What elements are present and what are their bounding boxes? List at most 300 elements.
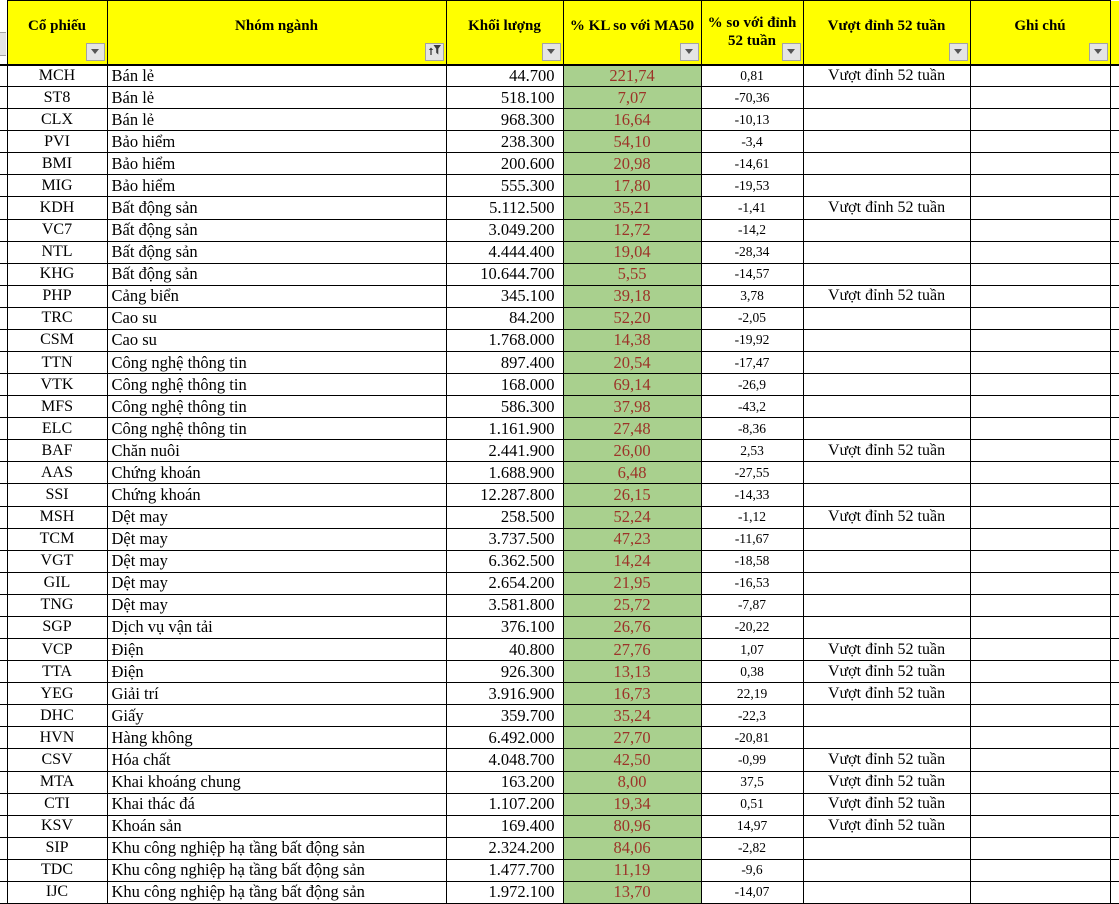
ticker-cell[interactable]: CLX bbox=[7, 109, 107, 131]
note-cell[interactable] bbox=[970, 263, 1110, 285]
breakout-cell[interactable] bbox=[803, 572, 970, 594]
industry-cell[interactable]: Bảo hiểm bbox=[107, 131, 446, 153]
vol-vs-ma50-cell[interactable]: 25,72 bbox=[563, 594, 701, 616]
pct-vs-peak-cell[interactable]: -1,12 bbox=[701, 506, 803, 528]
vol-vs-ma50-filter-button[interactable] bbox=[680, 43, 699, 61]
pct-vs-peak-cell[interactable]: -14,57 bbox=[701, 263, 803, 285]
industry-cell[interactable]: Dệt may bbox=[107, 594, 446, 616]
note-cell[interactable] bbox=[970, 418, 1110, 440]
ticker-cell[interactable]: PHP bbox=[7, 285, 107, 307]
note-cell[interactable] bbox=[970, 639, 1110, 661]
breakout-cell[interactable]: Vượt đỉnh 52 tuần bbox=[803, 285, 970, 307]
industry-cell[interactable]: Khai khoáng chung bbox=[107, 771, 446, 793]
volume-cell[interactable]: 555.300 bbox=[446, 175, 563, 197]
vol-vs-ma50-cell[interactable]: 37,98 bbox=[563, 396, 701, 418]
breakout-cell[interactable]: Vượt đỉnh 52 tuần bbox=[803, 639, 970, 661]
ticker-cell[interactable]: ELC bbox=[7, 418, 107, 440]
breakout-cell[interactable] bbox=[803, 837, 970, 859]
ticker-cell[interactable]: TNG bbox=[7, 594, 107, 616]
pct-vs-peak-cell[interactable]: 1,07 bbox=[701, 639, 803, 661]
ticker-cell[interactable]: SIP bbox=[7, 837, 107, 859]
volume-cell[interactable]: 44.700 bbox=[446, 65, 563, 87]
note-cell[interactable] bbox=[970, 65, 1110, 87]
ticker-cell[interactable]: GIL bbox=[7, 572, 107, 594]
header-pct-vs-peak[interactable] bbox=[701, 1, 803, 65]
ticker-cell[interactable]: MSH bbox=[7, 506, 107, 528]
row-edge-cell bbox=[0, 683, 7, 705]
industry-cell[interactable]: Giải trí bbox=[107, 683, 446, 705]
industry-cell[interactable]: Cao su bbox=[107, 307, 446, 329]
table-row bbox=[0, 837, 1119, 859]
ticker-cell[interactable]: BAF bbox=[7, 440, 107, 462]
vol-vs-ma50-cell[interactable]: 20,54 bbox=[563, 352, 701, 374]
vol-vs-ma50-cell[interactable]: 14,24 bbox=[563, 550, 701, 572]
volume-cell[interactable]: 168.000 bbox=[446, 374, 563, 396]
row-edge-cell bbox=[0, 484, 7, 506]
note-cell[interactable] bbox=[970, 307, 1110, 329]
industry-cell[interactable]: Bảo hiểm bbox=[107, 175, 446, 197]
row-filler-cell bbox=[1110, 837, 1119, 859]
note-cell[interactable] bbox=[970, 131, 1110, 153]
industry-cell[interactable]: Bán lẻ bbox=[107, 109, 446, 131]
industry-cell[interactable]: Công nghệ thông tin bbox=[107, 418, 446, 440]
pct-vs-peak-cell[interactable]: -1,41 bbox=[701, 197, 803, 219]
breakout-cell[interactable] bbox=[803, 550, 970, 572]
ticker-cell[interactable]: MFS bbox=[7, 396, 107, 418]
note-cell[interactable] bbox=[970, 837, 1110, 859]
volume-cell[interactable]: 4.444.400 bbox=[446, 241, 563, 263]
industry-cell[interactable]: Điện bbox=[107, 639, 446, 661]
industry-cell[interactable]: Chứng khoán bbox=[107, 462, 446, 484]
table-row bbox=[0, 153, 1119, 175]
row-filler-cell bbox=[1110, 815, 1119, 837]
industry-cell[interactable]: Bảo hiểm bbox=[107, 153, 446, 175]
table-row bbox=[0, 396, 1119, 418]
ticker-cell[interactable]: BMI bbox=[7, 153, 107, 175]
industry-cell[interactable]: Bán lẻ bbox=[107, 65, 446, 87]
ticker-cell[interactable]: TRC bbox=[7, 307, 107, 329]
vol-vs-ma50-cell[interactable]: 35,21 bbox=[563, 197, 701, 219]
industry-cell[interactable]: Khoán sản bbox=[107, 815, 446, 837]
vol-vs-ma50-cell[interactable]: 84,06 bbox=[563, 837, 701, 859]
breakout-cell[interactable] bbox=[803, 396, 970, 418]
breakout-cell[interactable]: Vượt đỉnh 52 tuần bbox=[803, 661, 970, 683]
row-edge-cell bbox=[0, 153, 7, 175]
ticker-cell[interactable]: CSV bbox=[7, 749, 107, 771]
vol-vs-ma50-cell[interactable]: 17,80 bbox=[563, 175, 701, 197]
pct-vs-peak-cell[interactable]: -14,61 bbox=[701, 153, 803, 175]
industry-cell[interactable]: Khu công nghiệp hạ tầng bất động sản bbox=[107, 881, 446, 903]
volume-cell[interactable]: 586.300 bbox=[446, 396, 563, 418]
breakout-cell[interactable] bbox=[803, 153, 970, 175]
volume-cell[interactable]: 3.581.800 bbox=[446, 594, 563, 616]
industry-cell[interactable]: Bất động sản bbox=[107, 241, 446, 263]
volume-cell[interactable]: 1.972.100 bbox=[446, 881, 563, 903]
note-cell[interactable] bbox=[970, 440, 1110, 462]
header-note-label: Ghi chú bbox=[1014, 17, 1066, 34]
vol-vs-ma50-cell[interactable]: 13,70 bbox=[563, 881, 701, 903]
volume-cell[interactable]: 1.107.200 bbox=[446, 793, 563, 815]
note-cell[interactable] bbox=[970, 594, 1110, 616]
row-filler-cell bbox=[1110, 683, 1119, 705]
pct-vs-peak-cell[interactable]: 0,38 bbox=[701, 661, 803, 683]
vol-vs-ma50-cell[interactable]: 26,00 bbox=[563, 440, 701, 462]
ticker-cell[interactable]: TTN bbox=[7, 352, 107, 374]
breakout-cell[interactable] bbox=[803, 263, 970, 285]
vol-vs-ma50-cell[interactable]: 16,73 bbox=[563, 683, 701, 705]
breakout-cell[interactable]: Vượt đỉnh 52 tuần bbox=[803, 793, 970, 815]
note-cell[interactable] bbox=[970, 550, 1110, 572]
ticker-cell[interactable]: YEG bbox=[7, 683, 107, 705]
pct-vs-peak-cell[interactable]: -28,34 bbox=[701, 241, 803, 263]
ticker-cell[interactable]: PVI bbox=[7, 131, 107, 153]
industry-cell[interactable]: Giấy bbox=[107, 705, 446, 727]
vol-vs-ma50-cell[interactable]: 13,13 bbox=[563, 661, 701, 683]
ticker-cell[interactable]: KSV bbox=[7, 815, 107, 837]
vol-vs-ma50-cell[interactable]: 5,55 bbox=[563, 263, 701, 285]
note-cell[interactable] bbox=[970, 506, 1110, 528]
note-cell[interactable] bbox=[970, 572, 1110, 594]
volume-cell[interactable]: 169.400 bbox=[446, 815, 563, 837]
industry-cell[interactable]: Chứng khoán bbox=[107, 484, 446, 506]
table-row bbox=[0, 815, 1119, 837]
breakout-filter-button[interactable] bbox=[949, 43, 968, 61]
breakout-cell[interactable] bbox=[803, 594, 970, 616]
table-row bbox=[0, 329, 1119, 351]
breakout-cell[interactable]: Vượt đỉnh 52 tuần bbox=[803, 683, 970, 705]
ticker-cell[interactable]: MCH bbox=[7, 65, 107, 87]
note-cell[interactable] bbox=[970, 352, 1110, 374]
breakout-cell[interactable] bbox=[803, 329, 970, 351]
vol-vs-ma50-cell[interactable]: 42,50 bbox=[563, 749, 701, 771]
industry-cell[interactable]: Cao su bbox=[107, 329, 446, 351]
ticker-filter-button[interactable] bbox=[86, 43, 105, 61]
breakout-cell[interactable]: Vượt đỉnh 52 tuần bbox=[803, 815, 970, 837]
ticker-cell[interactable]: TDC bbox=[7, 859, 107, 881]
industry-cell[interactable]: Dệt may bbox=[107, 506, 446, 528]
pct-vs-peak-cell[interactable]: -14,33 bbox=[701, 484, 803, 506]
ticker-cell[interactable]: KDH bbox=[7, 197, 107, 219]
industry-cell[interactable]: Cảng biển bbox=[107, 285, 446, 307]
pct-vs-peak-filter-button[interactable] bbox=[782, 43, 801, 61]
breakout-cell[interactable] bbox=[803, 87, 970, 109]
volume-filter-button[interactable] bbox=[542, 43, 561, 61]
industry-cell[interactable]: Dệt may bbox=[107, 572, 446, 594]
volume-cell[interactable]: 6.492.000 bbox=[446, 727, 563, 749]
vol-vs-ma50-cell[interactable]: 11,19 bbox=[563, 859, 701, 881]
breakout-cell[interactable] bbox=[803, 175, 970, 197]
ticker-cell[interactable]: VGT bbox=[7, 550, 107, 572]
pct-vs-peak-cell[interactable]: 14,97 bbox=[701, 815, 803, 837]
note-cell[interactable] bbox=[970, 771, 1110, 793]
table-row bbox=[0, 484, 1119, 506]
vol-vs-ma50-cell[interactable]: 52,24 bbox=[563, 506, 701, 528]
pct-vs-peak-cell[interactable]: -19,92 bbox=[701, 329, 803, 351]
volume-cell[interactable]: 926.300 bbox=[446, 661, 563, 683]
pct-vs-peak-cell[interactable]: 22,19 bbox=[701, 683, 803, 705]
industry-cell[interactable]: Dệt may bbox=[107, 550, 446, 572]
industry-cell[interactable]: Công nghệ thông tin bbox=[107, 374, 446, 396]
volume-cell[interactable]: 1.768.000 bbox=[446, 329, 563, 351]
ticker-cell[interactable]: ST8 bbox=[7, 87, 107, 109]
vol-vs-ma50-cell[interactable]: 20,98 bbox=[563, 153, 701, 175]
volume-cell[interactable]: 258.500 bbox=[446, 506, 563, 528]
vol-vs-ma50-cell[interactable]: 27,70 bbox=[563, 727, 701, 749]
ticker-cell[interactable]: DHC bbox=[7, 705, 107, 727]
volume-cell[interactable]: 163.200 bbox=[446, 771, 563, 793]
breakout-cell[interactable] bbox=[803, 705, 970, 727]
header-industry[interactable] bbox=[107, 1, 446, 65]
vol-vs-ma50-cell[interactable]: 14,38 bbox=[563, 329, 701, 351]
breakout-cell[interactable] bbox=[803, 307, 970, 329]
vol-vs-ma50-cell[interactable]: 54,10 bbox=[563, 131, 701, 153]
pct-vs-peak-cell[interactable]: -9,6 bbox=[701, 859, 803, 881]
industry-cell[interactable]: Khai thác đá bbox=[107, 793, 446, 815]
pct-vs-peak-cell[interactable]: -10,13 bbox=[701, 109, 803, 131]
volume-cell[interactable]: 897.400 bbox=[446, 352, 563, 374]
ticker-cell[interactable]: HVN bbox=[7, 727, 107, 749]
volume-cell[interactable]: 238.300 bbox=[446, 131, 563, 153]
note-cell[interactable] bbox=[970, 484, 1110, 506]
breakout-cell[interactable]: Vượt đỉnh 52 tuần bbox=[803, 506, 970, 528]
volume-cell[interactable]: 1.161.900 bbox=[446, 418, 563, 440]
volume-cell[interactable]: 2.441.900 bbox=[446, 440, 563, 462]
ticker-cell[interactable]: CTI bbox=[7, 793, 107, 815]
note-cell[interactable] bbox=[970, 219, 1110, 241]
breakout-cell[interactable] bbox=[803, 616, 970, 638]
note-cell[interactable] bbox=[970, 661, 1110, 683]
vol-vs-ma50-cell[interactable]: 19,04 bbox=[563, 241, 701, 263]
pct-vs-peak-cell[interactable]: -22,3 bbox=[701, 705, 803, 727]
pct-vs-peak-cell[interactable]: -8,36 bbox=[701, 418, 803, 440]
breakout-cell[interactable] bbox=[803, 484, 970, 506]
industry-cell[interactable]: Bất động sản bbox=[107, 219, 446, 241]
breakout-cell[interactable] bbox=[803, 881, 970, 903]
volume-cell[interactable]: 3.737.500 bbox=[446, 528, 563, 550]
breakout-cell[interactable]: Vượt đỉnh 52 tuần bbox=[803, 749, 970, 771]
volume-cell[interactable]: 968.300 bbox=[446, 109, 563, 131]
vol-vs-ma50-cell[interactable]: 26,76 bbox=[563, 616, 701, 638]
industry-cell[interactable]: Hàng không bbox=[107, 727, 446, 749]
volume-cell[interactable]: 6.362.500 bbox=[446, 550, 563, 572]
vol-vs-ma50-cell[interactable]: 221,74 bbox=[563, 65, 701, 87]
breakout-cell[interactable] bbox=[803, 374, 970, 396]
volume-cell[interactable]: 3.916.900 bbox=[446, 683, 563, 705]
note-cell[interactable] bbox=[970, 859, 1110, 881]
vol-vs-ma50-cell[interactable]: 69,14 bbox=[563, 374, 701, 396]
volume-cell[interactable]: 359.700 bbox=[446, 705, 563, 727]
volume-cell[interactable]: 1.688.900 bbox=[446, 462, 563, 484]
industry-cell[interactable]: Dịch vụ vận tải bbox=[107, 616, 446, 638]
pct-vs-peak-cell[interactable]: 0,51 bbox=[701, 793, 803, 815]
breakout-cell[interactable]: Vượt đỉnh 52 tuần bbox=[803, 197, 970, 219]
ticker-cell[interactable]: NTL bbox=[7, 241, 107, 263]
row-edge-cell bbox=[0, 661, 7, 683]
note-cell[interactable] bbox=[970, 153, 1110, 175]
breakout-cell[interactable] bbox=[803, 241, 970, 263]
vol-vs-ma50-cell[interactable]: 16,64 bbox=[563, 109, 701, 131]
industry-cell[interactable]: Điện bbox=[107, 661, 446, 683]
header-vol-vs-ma50[interactable] bbox=[563, 1, 701, 65]
note-cell[interactable] bbox=[970, 462, 1110, 484]
pct-vs-peak-cell[interactable]: -7,87 bbox=[701, 594, 803, 616]
pct-vs-peak-cell[interactable]: -2,05 bbox=[701, 307, 803, 329]
ticker-cell[interactable]: SSI bbox=[7, 484, 107, 506]
breakout-cell[interactable] bbox=[803, 727, 970, 749]
note-cell[interactable] bbox=[970, 374, 1110, 396]
note-cell[interactable] bbox=[970, 616, 1110, 638]
volume-cell[interactable]: 12.287.800 bbox=[446, 484, 563, 506]
breakout-cell[interactable]: Vượt đỉnh 52 tuần bbox=[803, 771, 970, 793]
vol-vs-ma50-cell[interactable]: 47,23 bbox=[563, 528, 701, 550]
row-filler-cell bbox=[1110, 285, 1119, 307]
ticker-cell[interactable]: VTK bbox=[7, 374, 107, 396]
breakout-cell[interactable] bbox=[803, 109, 970, 131]
note-cell[interactable] bbox=[970, 815, 1110, 837]
ticker-cell[interactable]: VCP bbox=[7, 639, 107, 661]
note-cell[interactable] bbox=[970, 396, 1110, 418]
pct-vs-peak-cell[interactable]: -11,67 bbox=[701, 528, 803, 550]
ticker-cell[interactable]: MIG bbox=[7, 175, 107, 197]
note-cell[interactable] bbox=[970, 241, 1110, 263]
breakout-cell[interactable] bbox=[803, 859, 970, 881]
industry-cell[interactable]: Dệt may bbox=[107, 528, 446, 550]
header-ticker[interactable] bbox=[7, 1, 107, 65]
pct-vs-peak-cell[interactable]: 2,53 bbox=[701, 440, 803, 462]
industry-cell[interactable]: Bất động sản bbox=[107, 197, 446, 219]
vol-vs-ma50-cell[interactable]: 26,15 bbox=[563, 484, 701, 506]
pct-vs-peak-cell[interactable]: -70,36 bbox=[701, 87, 803, 109]
industry-cell[interactable]: Bất động sản bbox=[107, 263, 446, 285]
pct-vs-peak-cell[interactable]: -26,9 bbox=[701, 374, 803, 396]
pct-vs-peak-cell[interactable]: -14,2 bbox=[701, 219, 803, 241]
note-cell[interactable] bbox=[970, 881, 1110, 903]
pct-vs-peak-cell[interactable]: -3,4 bbox=[701, 131, 803, 153]
note-cell[interactable] bbox=[970, 683, 1110, 705]
volume-cell[interactable]: 10.644.700 bbox=[446, 263, 563, 285]
pct-vs-peak-cell[interactable]: -17,47 bbox=[701, 352, 803, 374]
pct-vs-peak-cell[interactable]: -18,58 bbox=[701, 550, 803, 572]
pct-vs-peak-cell[interactable]: -27,55 bbox=[701, 462, 803, 484]
row-edge-cell bbox=[0, 639, 7, 661]
note-cell[interactable] bbox=[970, 109, 1110, 131]
vol-vs-ma50-cell[interactable]: 39,18 bbox=[563, 285, 701, 307]
vol-vs-ma50-cell[interactable]: 27,76 bbox=[563, 639, 701, 661]
volume-cell[interactable]: 345.100 bbox=[446, 285, 563, 307]
vol-vs-ma50-cell[interactable]: 19,34 bbox=[563, 793, 701, 815]
note-cell[interactable] bbox=[970, 285, 1110, 307]
ticker-cell[interactable]: TCM bbox=[7, 528, 107, 550]
vol-vs-ma50-cell[interactable]: 80,96 bbox=[563, 815, 701, 837]
industry-cell[interactable]: Khu công nghiệp hạ tầng bất động sản bbox=[107, 837, 446, 859]
industry-cell[interactable]: Công nghệ thông tin bbox=[107, 352, 446, 374]
vol-vs-ma50-cell[interactable]: 27,48 bbox=[563, 418, 701, 440]
ticker-cell[interactable]: MTA bbox=[7, 771, 107, 793]
note-cell[interactable] bbox=[970, 197, 1110, 219]
note-filter-button[interactable] bbox=[1089, 43, 1108, 61]
header-note[interactable] bbox=[970, 1, 1110, 65]
header-filler-cell bbox=[1110, 1, 1119, 65]
pct-vs-peak-cell[interactable]: 0,81 bbox=[701, 65, 803, 87]
table-row bbox=[0, 528, 1119, 550]
note-cell[interactable] bbox=[970, 793, 1110, 815]
pct-vs-peak-cell[interactable]: -0,99 bbox=[701, 749, 803, 771]
vol-vs-ma50-cell[interactable]: 7,07 bbox=[563, 87, 701, 109]
pct-vs-peak-cell[interactable]: -16,53 bbox=[701, 572, 803, 594]
note-cell[interactable] bbox=[970, 175, 1110, 197]
pct-vs-peak-cell[interactable]: 3,78 bbox=[701, 285, 803, 307]
industry-cell[interactable]: Chăn nuôi bbox=[107, 440, 446, 462]
breakout-cell[interactable] bbox=[803, 462, 970, 484]
ticker-cell[interactable]: SGP bbox=[7, 616, 107, 638]
volume-cell[interactable]: 2.324.200 bbox=[446, 837, 563, 859]
breakout-cell[interactable]: Vượt đỉnh 52 tuần bbox=[803, 65, 970, 87]
vol-vs-ma50-cell[interactable]: 21,95 bbox=[563, 572, 701, 594]
industry-cell[interactable]: Hóa chất bbox=[107, 749, 446, 771]
volume-cell[interactable]: 4.048.700 bbox=[446, 749, 563, 771]
row-edge-cell bbox=[0, 616, 7, 638]
breakout-cell[interactable] bbox=[803, 418, 970, 440]
ticker-cell[interactable]: IJC bbox=[7, 881, 107, 903]
pct-vs-peak-cell[interactable]: -43,2 bbox=[701, 396, 803, 418]
volume-cell[interactable]: 2.654.200 bbox=[446, 572, 563, 594]
pct-vs-peak-cell[interactable]: 37,5 bbox=[701, 771, 803, 793]
note-cell[interactable] bbox=[970, 727, 1110, 749]
ticker-cell[interactable]: VC7 bbox=[7, 219, 107, 241]
ticker-cell[interactable]: CSM bbox=[7, 329, 107, 351]
note-cell[interactable] bbox=[970, 528, 1110, 550]
note-cell[interactable] bbox=[970, 749, 1110, 771]
breakout-cell[interactable] bbox=[803, 131, 970, 153]
vol-vs-ma50-cell[interactable]: 35,24 bbox=[563, 705, 701, 727]
ticker-cell[interactable]: KHG bbox=[7, 263, 107, 285]
volume-cell[interactable]: 40.800 bbox=[446, 639, 563, 661]
industry-cell[interactable]: Bán lẻ bbox=[107, 87, 446, 109]
volume-cell[interactable]: 518.100 bbox=[446, 87, 563, 109]
volume-cell[interactable]: 84.200 bbox=[446, 307, 563, 329]
vol-vs-ma50-cell[interactable]: 12,72 bbox=[563, 219, 701, 241]
industry-cell[interactable]: Công nghệ thông tin bbox=[107, 396, 446, 418]
volume-cell[interactable]: 200.600 bbox=[446, 153, 563, 175]
pct-vs-peak-cell[interactable]: -20,22 bbox=[701, 616, 803, 638]
note-cell[interactable] bbox=[970, 87, 1110, 109]
breakout-cell[interactable] bbox=[803, 352, 970, 374]
note-cell[interactable] bbox=[970, 329, 1110, 351]
ticker-cell[interactable]: TTA bbox=[7, 661, 107, 683]
pct-vs-peak-cell[interactable]: -19,53 bbox=[701, 175, 803, 197]
industry-filter-button[interactable] bbox=[425, 43, 444, 61]
vol-vs-ma50-cell[interactable]: 6,48 bbox=[563, 462, 701, 484]
vol-vs-ma50-cell[interactable]: 8,00 bbox=[563, 771, 701, 793]
volume-cell[interactable]: 3.049.200 bbox=[446, 219, 563, 241]
header-breakout[interactable] bbox=[803, 1, 970, 65]
breakout-cell[interactable] bbox=[803, 528, 970, 550]
industry-cell[interactable]: Khu công nghiệp hạ tầng bất động sản bbox=[107, 859, 446, 881]
volume-cell[interactable]: 376.100 bbox=[446, 616, 563, 638]
volume-cell[interactable]: 1.477.700 bbox=[446, 859, 563, 881]
header-volume[interactable] bbox=[446, 1, 563, 65]
row-filler-cell bbox=[1110, 727, 1119, 749]
volume-cell[interactable]: 5.112.500 bbox=[446, 197, 563, 219]
note-cell[interactable] bbox=[970, 705, 1110, 727]
breakout-cell[interactable]: Vượt đỉnh 52 tuần bbox=[803, 440, 970, 462]
breakout-cell[interactable] bbox=[803, 219, 970, 241]
ticker-cell[interactable]: AAS bbox=[7, 462, 107, 484]
pct-vs-peak-cell[interactable]: -2,82 bbox=[701, 837, 803, 859]
pct-vs-peak-cell[interactable]: -14,07 bbox=[701, 881, 803, 903]
vol-vs-ma50-cell[interactable]: 52,20 bbox=[563, 307, 701, 329]
pct-vs-peak-cell[interactable]: -20,81 bbox=[701, 727, 803, 749]
